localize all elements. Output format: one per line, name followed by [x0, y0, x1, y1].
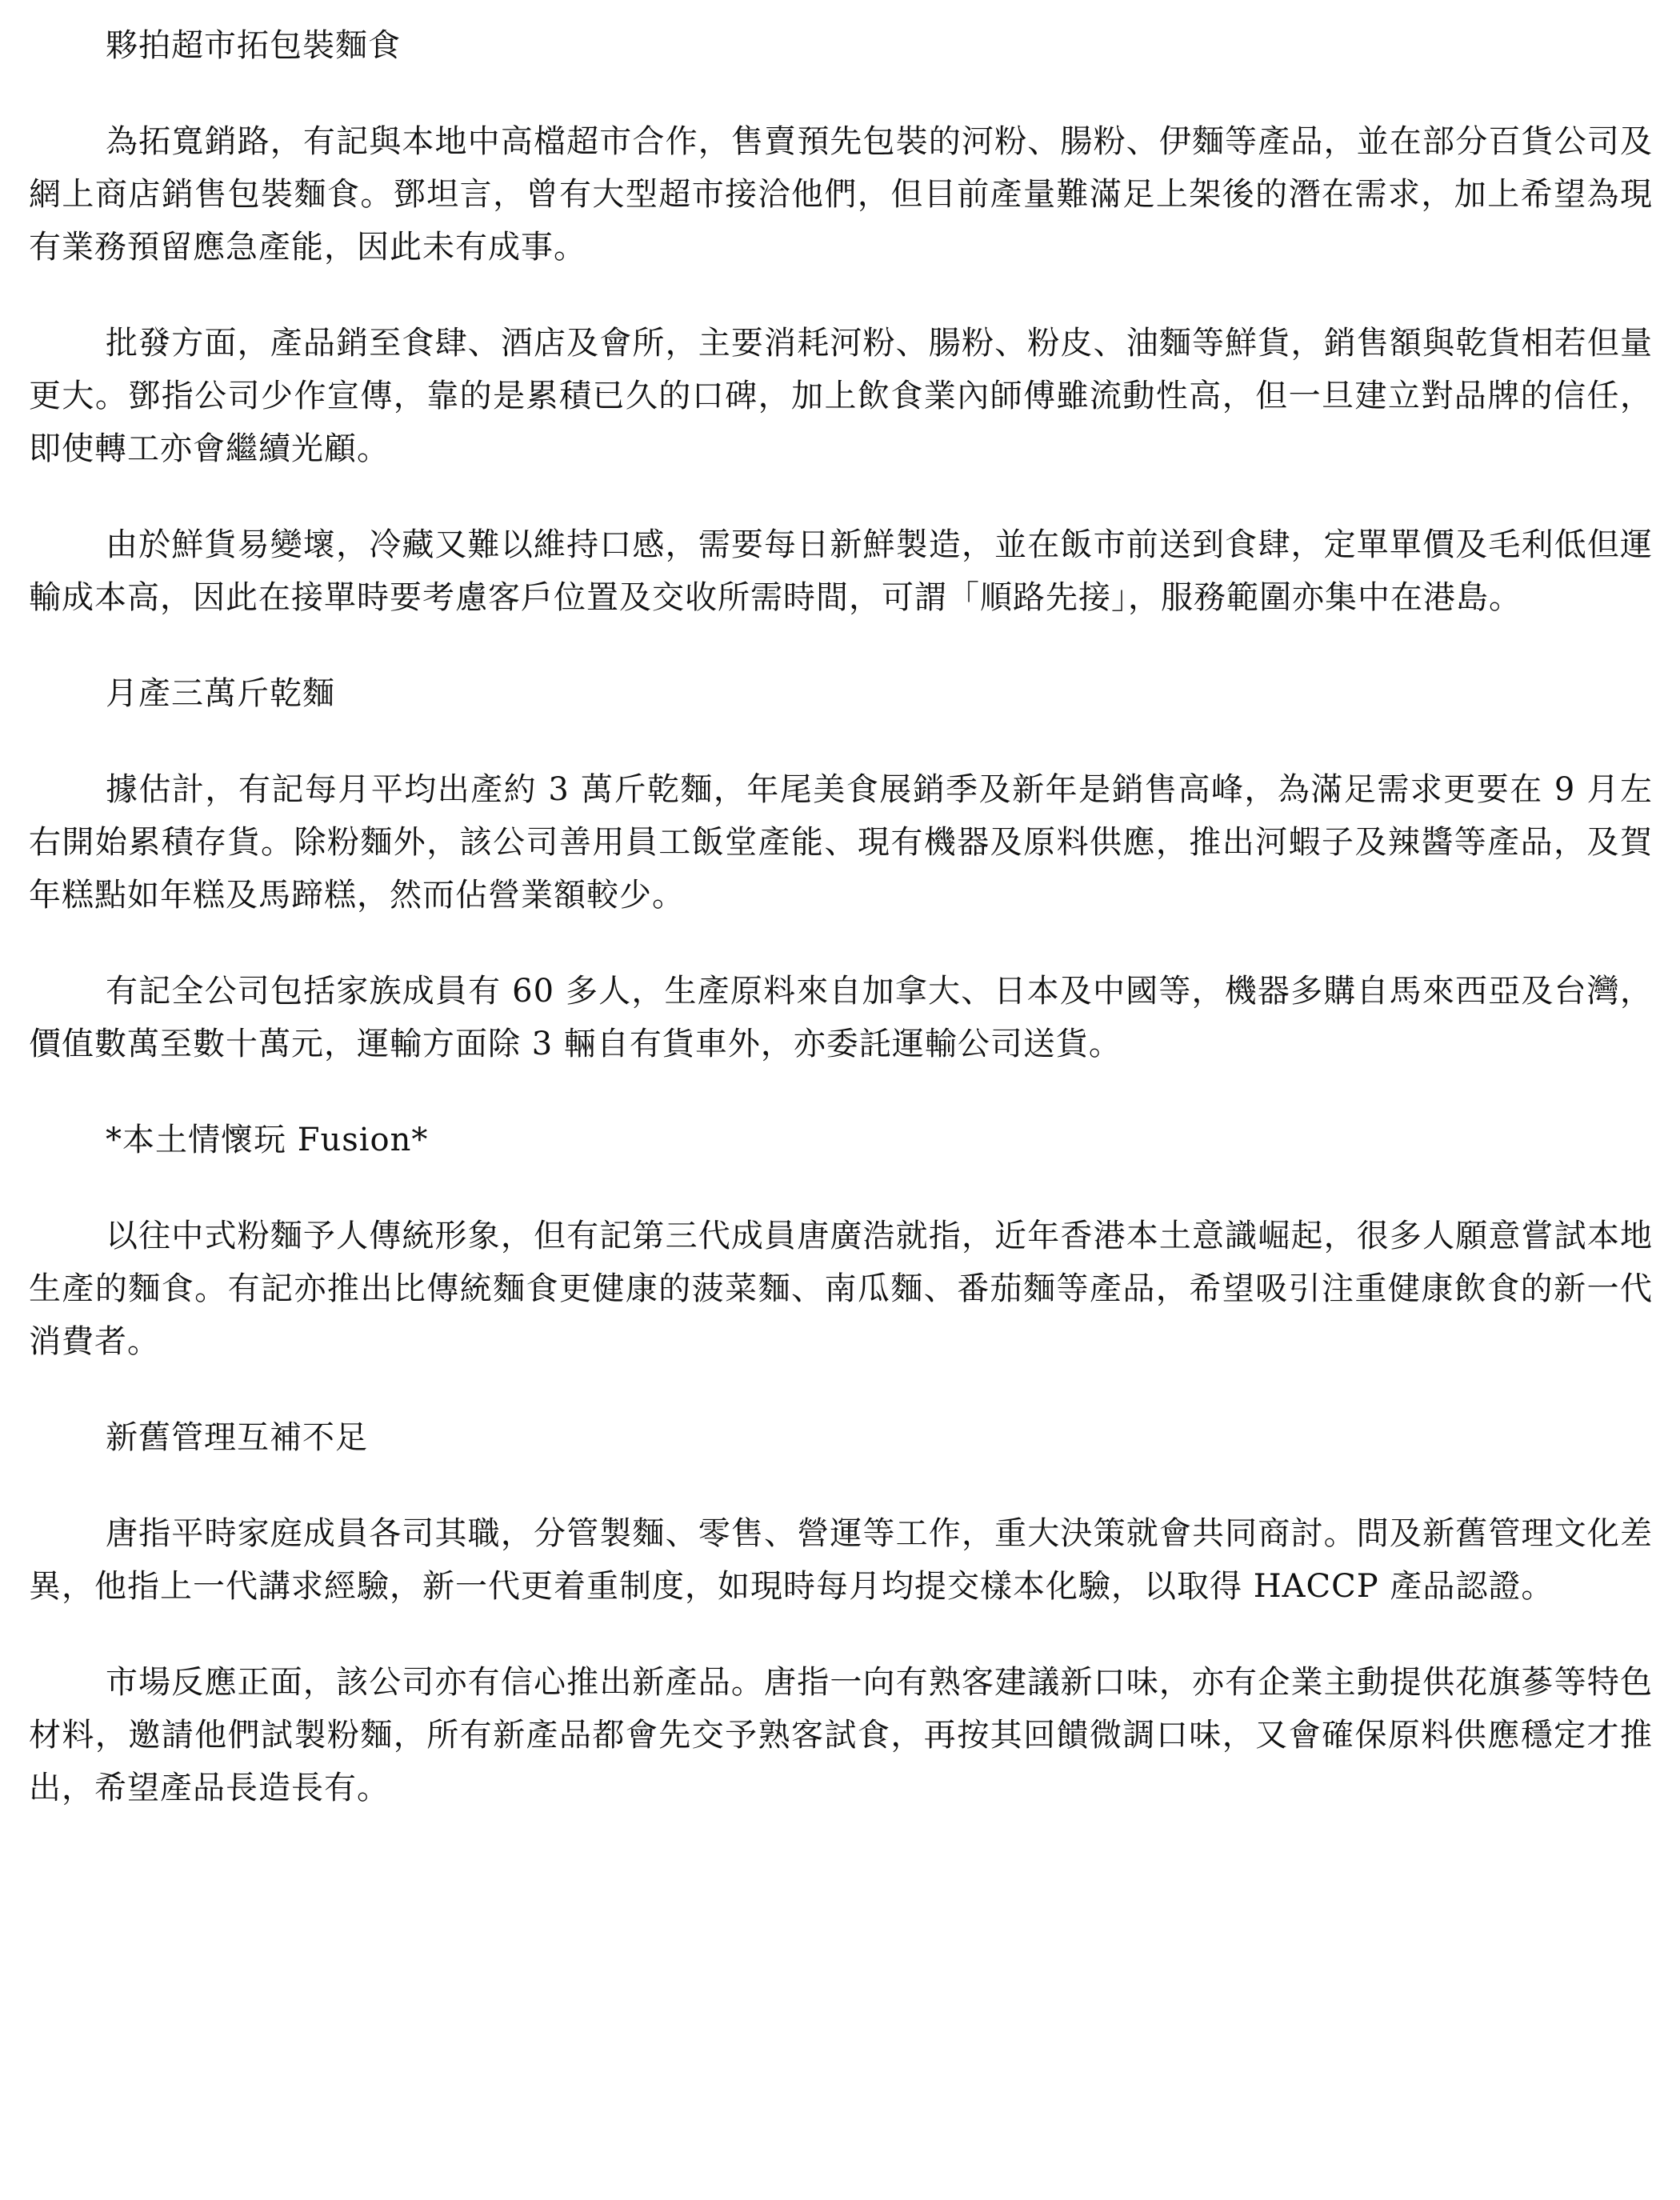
paragraph-new-products: 市場反應正面，該公司亦有信心推出新產品。唐指一向有熟客建議新口味，亦有企業主動提供花旗蔘等特色材料，邀請他們試製粉麵，所有新產品都會先交予熟客試食，再按其回饋微調口味，又會確保原料供應穩定才推出，希望產品長造長有。 — [29, 1664, 1653, 1806]
section-heading-supermarket: 夥拍超市拓包裝麵食 — [106, 27, 401, 64]
section-heading-management: 新舊管理互補不足 — [106, 1419, 368, 1456]
paragraph-wholesale: 批發方面，產品銷至食肆、酒店及會所，主要消耗河粉、腸粉、粉皮、油麵等鮮貨，銷售額與乾貨相若但量更大。鄧指公司少作宣傳，靠的是累積已久的口碑，加上飲食業內師傅雖流動性高，但一旦建立對品牌的信任，即使轉工亦會繼續光顧。 — [29, 325, 1653, 467]
paragraph-staff-and-machines: 有記全公司包括家族成員有 60 多人，生產原料來自加拿大、日本及中國等，機器多購自馬來西亞及台灣，價值數萬至數十萬元，運輸方面除 3 輛自有貨車外，亦委託運輸公司送貨。 — [29, 973, 1653, 1062]
paragraph-fresh-goods: 由於鮮貨易變壞，冷藏又難以維持口感，需要每日新鮮製造，並在飯市前送到食肆，定單單價及毛利低但運輸成本高，因此在接單時要考慮客戶位置及交收所需時間，可謂「順路先接」，服務範圍亦集中在港島。 — [29, 526, 1653, 616]
section-heading-monthly-output: 月產三萬斤乾麵 — [106, 675, 335, 712]
paragraph-local-sentiment: 以往中式粉麵予人傳統形象，但有記第三代成員唐廣浩就指，近年香港本土意識崛起，很多人願意嘗試本地生產的麵食。有記亦推出比傳統麵食更健康的菠菜麵、南瓜麵、番茄麵等產品，希望吸引注重健康飲食的新一代消費者。 — [29, 1218, 1653, 1360]
paragraph-family-roles: 唐指平時家庭成員各司其職，分管製麵、零售、營運等工作，重大決策就會共同商討。問及新舊管理文化差異，他指上一代講求經驗，新一代更着重制度，如現時每月均提交樣本化驗，以取得 HACCP 產品認證。 — [29, 1515, 1653, 1605]
paragraph-packaged-noodles: 為拓寬銷路，有記與本地中高檔超市合作，售賣預先包裝的河粉、腸粉、伊麵等產品，並在部分百貨公司及網上商店銷售包裝麵食。鄧坦言，曾有大型超市接洽他們，但目前產量難滿足上架後的潛在需求，加上希望為現有業務預留應急產能，因此未有成事。 — [29, 123, 1653, 266]
section-heading-fusion: *本土情懷玩 Fusion* — [106, 1122, 429, 1158]
document-page — [29, 19, 1653, 1858]
paragraph-dry-noodle-output: 據估計，有記每月平均出產約 3 萬斤乾麵，年尾美食展銷季及新年是銷售高峰，為滿足需求更要在 9 月左右開始累積存貨。除粉麵外，該公司善用員工飯堂產能、現有機器及原料供應，推出河蝦子及辣醬等產品，及賀年糕點如年糕及馬蹄糕，然而佔營業額較少。 — [29, 771, 1653, 914]
